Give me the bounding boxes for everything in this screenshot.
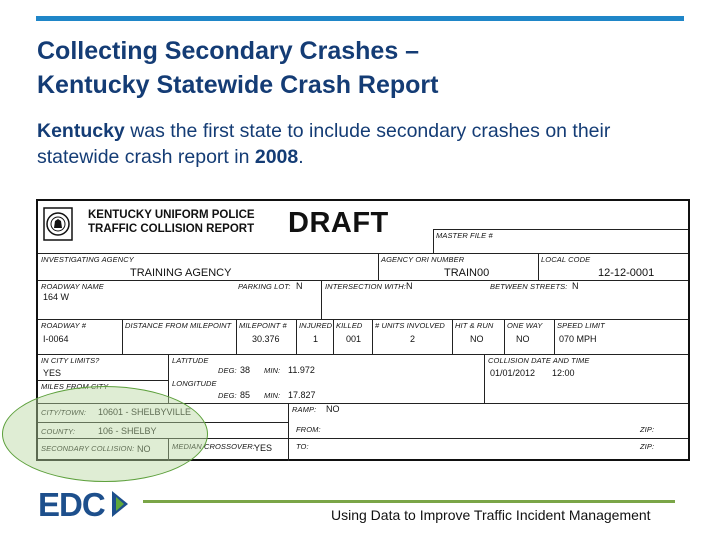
form-divider [288,403,289,461]
hit-run-label: HIT & RUN [455,321,494,330]
edc-logo [38,486,130,522]
title-line-2: Kentucky Statewide Crash Report [37,71,439,99]
city-town-value: 10601 - SHELBYVILLE [98,407,192,417]
county-label: COUNTY: [41,427,76,436]
longitude-min-value: 17.827 [288,390,316,400]
units-involved-label: # UNITS INVOLVED [375,321,445,330]
zip-label-to: ZIP: [640,442,655,451]
form-divider [38,380,168,381]
killed-label: KILLED [336,321,363,330]
secondary-collision-label: SECONDARY COLLISION: [41,444,135,453]
form-divider [433,229,434,253]
agency-ori-label: AGENCY ORI NUMBER [381,255,465,264]
ramp-value: NO [326,404,340,414]
agency-ori-value: TRAIN00 [444,267,490,279]
form-divider [538,253,539,280]
form-header-line-2: TRAFFIC COLLISION REPORT [88,223,255,235]
zip-label-from: ZIP: [640,425,655,434]
county-value: 106 - SHELBY [98,426,157,436]
form-divider [554,319,555,354]
injured-value: 1 [313,334,319,344]
form-divider [484,354,485,403]
parking-lot-label: PARKING LOT: [238,282,291,291]
form-divider [321,280,322,319]
form-divider [38,354,688,355]
investigating-agency-value: TRAINING AGENCY [130,267,232,279]
edc-logo-text: EDC [38,486,105,522]
intro-middle: was the first state to include secondary crashes on their statewide crash report in [37,120,611,168]
bottom-rule [143,500,675,503]
slide-title [37,34,439,102]
injured-label: INJURED [299,321,333,330]
intro-state: Kentucky [37,120,125,142]
kentucky-seal-icon [43,207,73,241]
between-streets-value: N [572,281,579,291]
milepoint-label: MILEPOINT # [239,321,287,330]
collision-date-label: COLLISION DATE AND TIME [488,356,590,365]
form-divider [38,280,688,281]
form-divider [452,319,453,354]
hit-run-value: NO [470,334,484,344]
longitude-deg-label: DEG: [218,391,237,400]
intro-end: . [298,146,304,168]
intersection-label: INTERSECTION WITH: [325,282,406,291]
intersection-value: N [406,281,413,291]
collision-time-value: 12:00 [552,368,575,378]
intro-year: 2008 [254,146,299,168]
intro-text [37,118,697,170]
master-file-label: MASTER FILE # [436,231,493,240]
speed-limit-label: SPEED LIMIT [557,321,605,330]
form-divider [333,319,334,354]
units-involved-value: 2 [410,334,416,344]
median-crossover-value: YES [254,443,273,453]
form-divider [372,319,373,354]
form-divider [236,319,237,354]
secondary-collision-highlight [2,386,208,482]
roadway-number-label: ROADWAY # [41,321,87,330]
between-streets-label: BETWEEN STREETS: [490,282,568,291]
longitude-label: LONGITUDE [172,379,217,388]
secondary-collision-value: NO [137,444,151,454]
form-divider [433,229,688,230]
city-town-label: CITY/TOWN: [41,408,87,417]
longitude-min-label: MIN: [264,391,281,400]
milepoint-value: 30.376 [252,334,280,344]
top-rule [36,16,684,21]
form-divider [378,253,379,280]
killed-value: 001 [346,334,362,344]
latitude-min-label: MIN: [264,366,281,375]
form-divider [504,319,505,354]
one-way-value: NO [516,334,530,344]
median-crossover-label: MEDIAN CROSSOVER: [172,442,255,451]
parking-lot-value: N [296,281,303,291]
form-divider [38,319,688,320]
roadway-name-value: 164 W [43,292,70,302]
ramp-label: RAMP: [292,405,317,414]
roadway-name-label: ROADWAY NAME [41,282,104,291]
local-code-label: LOCAL CODE [541,255,591,264]
footer-text: Using Data to Improve Traffic Incident Management [331,507,651,523]
collision-date-value: 01/01/2012 [490,368,536,378]
investigating-agency-label: INVESTIGATING AGENCY [41,255,134,264]
form-header [88,208,255,236]
miles-from-city-label: MILES FROM CITY [41,382,109,391]
distance-milepoint-label: DISTANCE FROM MILEPOINT [125,321,232,330]
one-way-label: ONE WAY [507,321,543,330]
form-header-line-1: KENTUCKY UNIFORM POLICE [88,209,255,221]
form-divider [122,319,123,354]
latitude-deg-value: 38 [240,365,251,375]
form-divider [296,319,297,354]
to-label: TO: [296,442,309,451]
latitude-min-value: 11.972 [288,365,315,375]
latitude-label: LATITUDE [172,356,209,365]
from-label: FROM: [296,425,321,434]
longitude-deg-value: 85 [240,390,251,400]
city-limits-label: IN CITY LIMITS? [41,356,100,365]
local-code-value: 12-12-0001 [598,267,655,279]
city-limits-value: YES [43,368,62,378]
draft-stamp: DRAFT [288,207,389,239]
speed-limit-value: 070 MPH [559,334,597,344]
latitude-deg-label: DEG: [218,366,237,375]
form-divider [38,253,688,254]
title-line-1: Collecting Secondary Crashes – [37,37,420,65]
roadway-number-value: I-0064 [43,334,69,344]
